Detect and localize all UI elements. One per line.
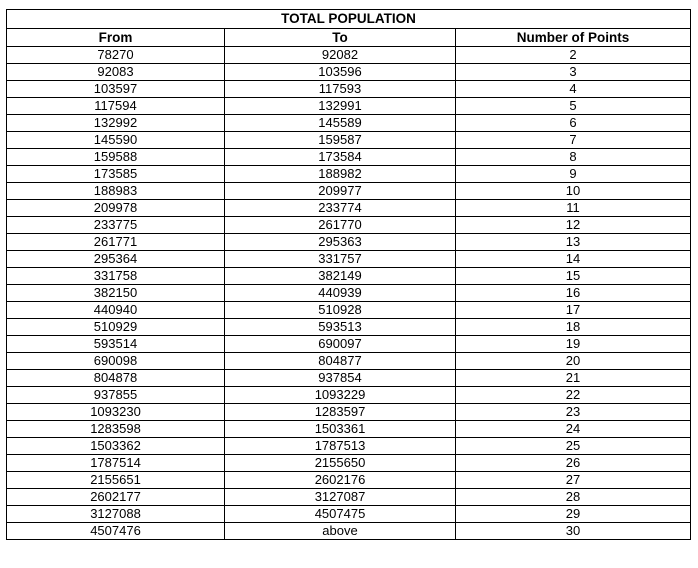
points-cell: 4 <box>456 81 691 98</box>
points-cell: 30 <box>456 523 691 540</box>
table-body <box>7 47 691 540</box>
points-cell: 26 <box>456 455 691 472</box>
from-cell: 145590 <box>7 132 225 149</box>
from-cell: 510929 <box>7 319 225 336</box>
to-cell: 295363 <box>225 234 456 251</box>
points-cell: 23 <box>456 404 691 421</box>
table-row <box>7 183 691 200</box>
from-cell: 159588 <box>7 149 225 166</box>
to-cell: 937854 <box>225 370 456 387</box>
table-row <box>7 404 691 421</box>
from-cell: 690098 <box>7 353 225 370</box>
points-cell: 25 <box>456 438 691 455</box>
points-cell: 9 <box>456 166 691 183</box>
table-row <box>7 438 691 455</box>
table-row <box>7 268 691 285</box>
table-row <box>7 47 691 64</box>
table-row <box>7 217 691 234</box>
to-cell: 804877 <box>225 353 456 370</box>
from-cell: 440940 <box>7 302 225 319</box>
from-cell: 1503362 <box>7 438 225 455</box>
points-cell: 14 <box>456 251 691 268</box>
to-cell: 1787513 <box>225 438 456 455</box>
table-row <box>7 166 691 183</box>
table-row <box>7 455 691 472</box>
table-row <box>7 285 691 302</box>
from-cell: 382150 <box>7 285 225 302</box>
table-row <box>7 319 691 336</box>
from-cell: 233775 <box>7 217 225 234</box>
table-row <box>7 489 691 506</box>
points-cell: 24 <box>456 421 691 438</box>
to-cell: 2155650 <box>225 455 456 472</box>
table-row <box>7 234 691 251</box>
points-cell: 19 <box>456 336 691 353</box>
from-cell: 331758 <box>7 268 225 285</box>
points-cell: 3 <box>456 64 691 81</box>
table-row <box>7 421 691 438</box>
population-points-table <box>6 9 691 540</box>
from-cell: 1787514 <box>7 455 225 472</box>
column-header-to: To <box>225 29 456 47</box>
from-cell: 103597 <box>7 81 225 98</box>
to-cell: 1283597 <box>225 404 456 421</box>
table-row <box>7 98 691 115</box>
to-cell: 188982 <box>225 166 456 183</box>
points-cell: 18 <box>456 319 691 336</box>
points-cell: 15 <box>456 268 691 285</box>
to-cell: 331757 <box>225 251 456 268</box>
table-row <box>7 336 691 353</box>
from-cell: 295364 <box>7 251 225 268</box>
table-row <box>7 251 691 268</box>
points-cell: 12 <box>456 217 691 234</box>
from-cell: 1093230 <box>7 404 225 421</box>
points-cell: 27 <box>456 472 691 489</box>
points-cell: 6 <box>456 115 691 132</box>
points-cell: 11 <box>456 200 691 217</box>
to-cell: 510928 <box>225 302 456 319</box>
to-cell: 132991 <box>225 98 456 115</box>
from-cell: 209978 <box>7 200 225 217</box>
from-cell: 593514 <box>7 336 225 353</box>
to-cell: 233774 <box>225 200 456 217</box>
table-row <box>7 523 691 540</box>
to-cell: 593513 <box>225 319 456 336</box>
table-row <box>7 387 691 404</box>
points-cell: 13 <box>456 234 691 251</box>
from-cell: 78270 <box>7 47 225 64</box>
to-cell: 1503361 <box>225 421 456 438</box>
from-cell: 1283598 <box>7 421 225 438</box>
to-cell: 690097 <box>225 336 456 353</box>
from-cell: 937855 <box>7 387 225 404</box>
table-title: TOTAL POPULATION <box>7 10 691 29</box>
to-cell: 1093229 <box>225 387 456 404</box>
column-header-number-of-points: Number of Points <box>456 29 691 47</box>
from-cell: 3127088 <box>7 506 225 523</box>
from-cell: 4507476 <box>7 523 225 540</box>
points-cell: 20 <box>456 353 691 370</box>
points-cell: 5 <box>456 98 691 115</box>
to-cell: 117593 <box>225 81 456 98</box>
table-row <box>7 472 691 489</box>
points-cell: 16 <box>456 285 691 302</box>
table-row <box>7 200 691 217</box>
table-row <box>7 132 691 149</box>
table-row <box>7 370 691 387</box>
points-cell: 7 <box>456 132 691 149</box>
from-cell: 2155651 <box>7 472 225 489</box>
points-cell: 21 <box>456 370 691 387</box>
to-cell: 261770 <box>225 217 456 234</box>
from-cell: 132992 <box>7 115 225 132</box>
points-cell: 8 <box>456 149 691 166</box>
to-cell: 145589 <box>225 115 456 132</box>
table-row <box>7 81 691 98</box>
to-cell: 209977 <box>225 183 456 200</box>
to-cell: 440939 <box>225 285 456 302</box>
from-cell: 804878 <box>7 370 225 387</box>
points-cell: 17 <box>456 302 691 319</box>
table-row <box>7 64 691 81</box>
table-row <box>7 302 691 319</box>
table-row <box>7 353 691 370</box>
table-row <box>7 149 691 166</box>
from-cell: 173585 <box>7 166 225 183</box>
from-cell: 261771 <box>7 234 225 251</box>
from-cell: 92083 <box>7 64 225 81</box>
to-cell: 3127087 <box>225 489 456 506</box>
column-header-from: From <box>7 29 225 47</box>
population-points-document <box>6 9 691 540</box>
to-cell: 2602176 <box>225 472 456 489</box>
points-cell: 28 <box>456 489 691 506</box>
table-row <box>7 506 691 523</box>
to-cell: 103596 <box>225 64 456 81</box>
points-cell: 2 <box>456 47 691 64</box>
points-cell: 22 <box>456 387 691 404</box>
title-row <box>7 10 691 29</box>
from-cell: 2602177 <box>7 489 225 506</box>
to-cell: above <box>225 523 456 540</box>
to-cell: 92082 <box>225 47 456 64</box>
to-cell: 173584 <box>225 149 456 166</box>
points-cell: 10 <box>456 183 691 200</box>
table-row <box>7 115 691 132</box>
from-cell: 117594 <box>7 98 225 115</box>
to-cell: 159587 <box>225 132 456 149</box>
to-cell: 4507475 <box>225 506 456 523</box>
points-cell: 29 <box>456 506 691 523</box>
header-row <box>7 29 691 47</box>
to-cell: 382149 <box>225 268 456 285</box>
from-cell: 188983 <box>7 183 225 200</box>
